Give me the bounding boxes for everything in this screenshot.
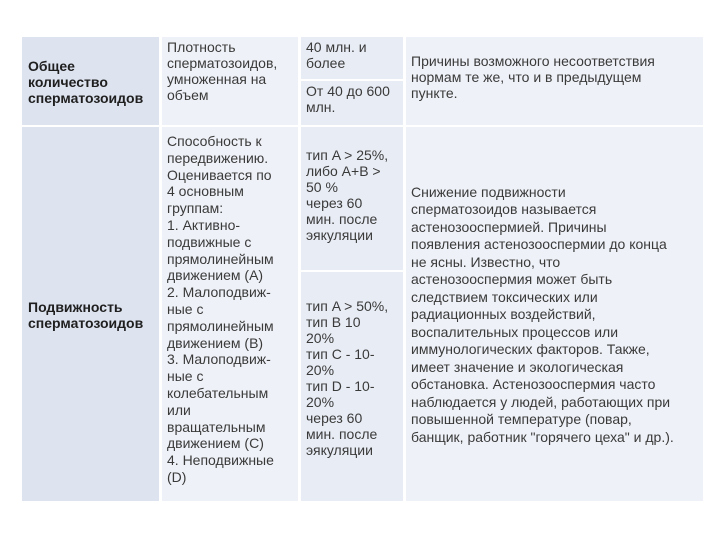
row2-norm-1: тип A > 25%, либо A+B > 50 % через 60 мин. после эякуляции — [301, 127, 403, 270]
row1-norm-1: 40 млн. и более — [301, 37, 403, 79]
row1-norm-2: От 40 до 600 млн. — [301, 81, 403, 125]
row1-description: Плотность сперматозоидов, умноженная на объем — [162, 37, 298, 125]
row1-parameter: Общее количество сперматозоидов — [22, 37, 159, 125]
sperm-parameters-table — [22, 37, 694, 495]
row1-notes: Причины возможного несоответствия нормам те же, что и в предыдущем пункте. — [406, 37, 703, 125]
row2-norm-2: тип A > 50%, тип B 10 20% тип C - 10- 20% тип D - 10- 20% через 60 мин. после эякуляции — [301, 272, 403, 501]
row2-description: Способность к передвижению. Оценивается по 4 основным группам: 1. Активно- подвижные с прямолинейным движением (A) 2. Малоподвиж- ные с прямолинейным движением (B) 3. Малоподвиж- ные с колебательным или вращательным движением (C) 4. Неподвижные (D) — [162, 127, 298, 501]
row2-notes: Снижение подвижности сперматозоидов называется астенозооспермией. Причины появления астенозооспермии до конца не ясны. Известно, что астенозооспермия может быть следствием токсических или радиационных воздействий, воспалительных процессов или иммунологических факторов. Также, имеет значение и экологическая обстановка. Астенозооспермия часто наблюдается у людей, работающих при повышенной температуре (повар, банщик, работник "горячего цеха" и др.). — [406, 127, 703, 501]
row2-parameter: Подвижность сперматозоидов — [22, 127, 159, 501]
